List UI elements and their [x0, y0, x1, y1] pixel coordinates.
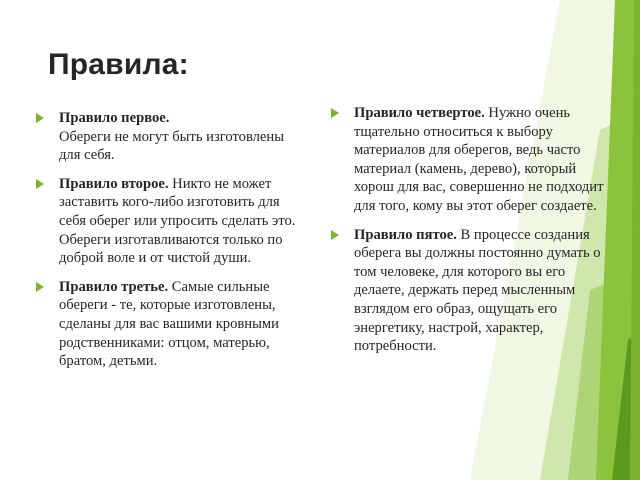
rule-text: Обереги не могут быть изготовлены для себя. [59, 128, 285, 164]
rule-text: Нужно очень тщательно относиться к выбору материалов для оберегов, ведь часто материал (камень, дерево), который хорош для вас, совершенно не подходит для того, кому вы этот оберег создаете. [354, 105, 604, 214]
rule-item-1 [36, 109, 302, 165]
slide-title: Правила: [48, 48, 189, 81]
rule-text: В процессе создания оберега вы должны постоянно думать о том человеке, для которого вы его делаете, держать перед мысленным взглядом его образ, ощущать его энергетику, настрой, характер, потребности. [354, 226, 601, 355]
triangle-bullet-icon [331, 108, 339, 118]
rule-item-2 [36, 175, 302, 268]
rule-text: Самые сильные обереги - те, которые изготовлены, сделаны для вас вашими кровными родственниками: отцом, матерью, братом, детьми. [59, 278, 279, 370]
rules-list-left [36, 109, 302, 381]
rule-heading: Правило первое. [59, 110, 170, 126]
rule-heading: Правило второе. [59, 175, 169, 192]
rule-item-4 [331, 104, 613, 216]
triangle-bullet-icon [36, 282, 44, 292]
rule-heading: Правило пятое. [354, 226, 457, 243]
triangle-bullet-icon [331, 230, 339, 240]
rule-heading: Правило четвертое. [354, 105, 485, 121]
triangle-bullet-icon [36, 113, 44, 123]
rule-text: Никто не может заставить кого-либо изготовить для себя оберег или упросить сделать это. Обереги изготавливаются только по доброй воле и от чистой души. [59, 175, 296, 267]
triangle-bullet-icon [36, 179, 44, 189]
rule-heading: Правило третье. [59, 278, 169, 295]
rule-item-5 [331, 226, 613, 356]
rule-item-3 [36, 278, 302, 371]
rules-list-right [331, 104, 613, 366]
